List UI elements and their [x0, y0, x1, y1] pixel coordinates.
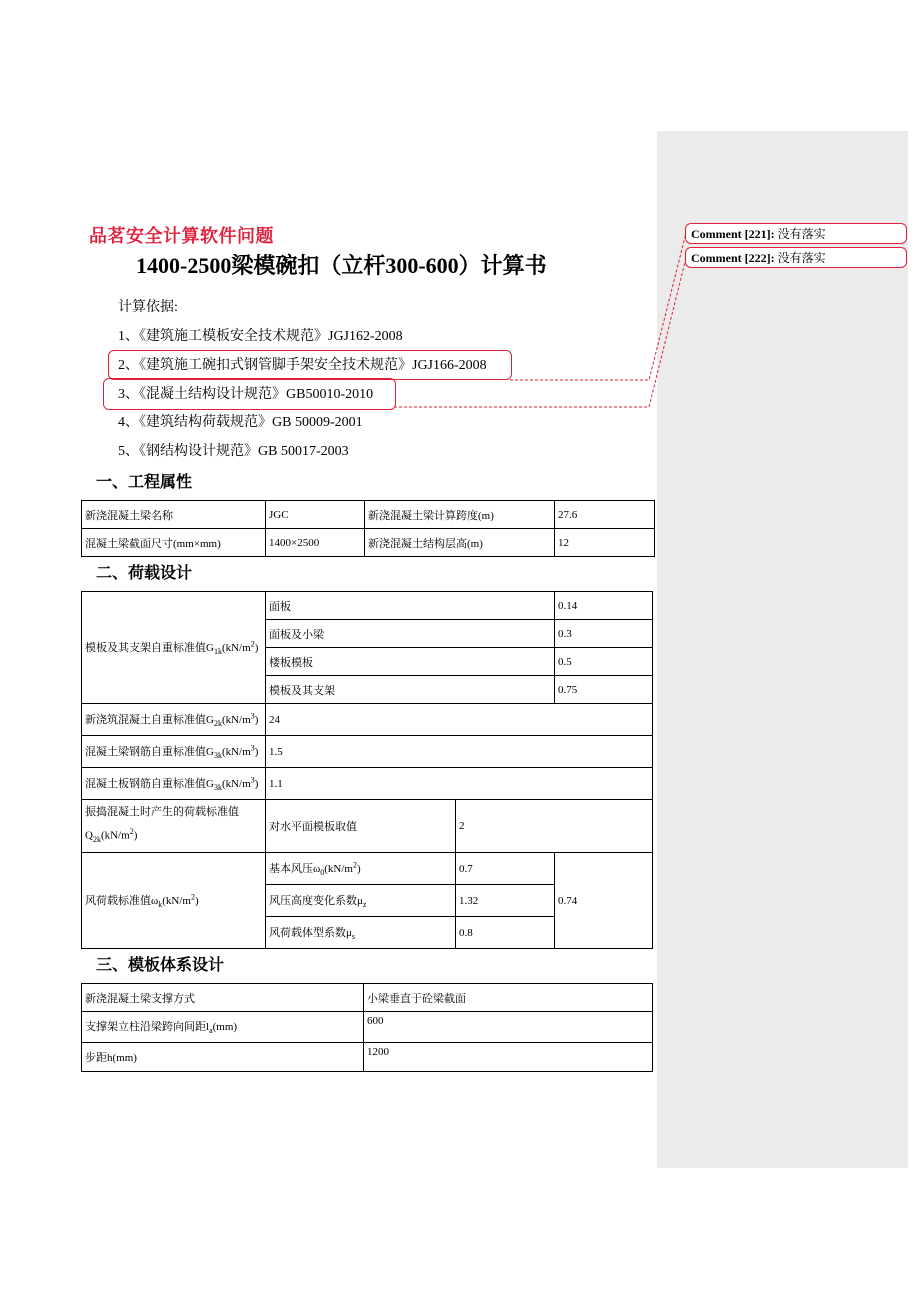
table-cell: 对水平面模板取值	[266, 800, 456, 853]
table-cell: 模板及其支架	[266, 676, 555, 704]
basis-item-4: 4、《建筑结构荷载规范》GB 50009-2001	[118, 415, 363, 430]
table-row	[82, 592, 653, 620]
table-cell: 支撑架立柱沿梁跨向间距$l_a(mm)$	[82, 1012, 364, 1043]
table-cell: 风荷载标准值$\omega_k(kN/m^2)$	[82, 853, 266, 949]
table-cell: 1400×2500	[266, 529, 365, 557]
table-cell: 新浇筑混凝土自重标准值$G_{2k}(kN/m^3)$	[82, 704, 266, 736]
table-cell: 1200	[364, 1043, 653, 1072]
table-cell: 0.7	[456, 853, 555, 885]
table-cell: 2	[456, 800, 653, 853]
table-row	[82, 501, 655, 529]
table-cell: 风压高度变化系数$\mu_z$	[266, 885, 456, 917]
table-row	[82, 984, 653, 1012]
table-cell: 0.5	[555, 648, 653, 676]
table-cell: 步距h(mm)	[82, 1043, 364, 1072]
formwork-system-table	[81, 983, 653, 1072]
table-cell: 600	[364, 1012, 653, 1043]
table-row	[82, 800, 653, 853]
table-cell: 混凝土板钢筋自重标准值$G_{3k}(kN/m^3)$	[82, 768, 266, 800]
table-row	[82, 1012, 653, 1043]
table-row	[82, 853, 653, 885]
table-cell: 新浇混凝土结构层高(m)	[365, 529, 555, 557]
basis-item-3: 3、《混凝土结构设计规范》GB50010-2010	[118, 387, 374, 402]
section-heading-1: 一、工程属性	[96, 472, 193, 491]
table-cell: 新浇混凝土梁支撑方式	[82, 984, 364, 1012]
basis-heading: 计算依据:	[118, 300, 178, 315]
table-cell: 0.3	[555, 620, 653, 648]
table-cell: 新浇混凝土梁名称	[82, 501, 266, 529]
table-cell: 1.5	[266, 736, 653, 768]
comment-label: Comment [221]:	[691, 227, 775, 241]
basis-item-5: 5、《钢结构设计规范》GB 50017-2003	[118, 444, 349, 459]
table-cell: JGC	[266, 501, 365, 529]
table-cell: 面板	[266, 592, 555, 620]
comment-text: 没有落实	[777, 251, 826, 265]
table-cell: 楼板模板	[266, 648, 555, 676]
table-cell: 1.32	[456, 885, 555, 917]
table-cell: 振捣混凝土时产生的荷载标准值 $Q_{2k}(kN/m^2)$	[82, 800, 266, 853]
table-cell: 新浇混凝土梁计算跨度(m)	[365, 501, 555, 529]
table-cell: 24	[266, 704, 653, 736]
table-cell: 1.1	[266, 768, 653, 800]
table-cell: 小梁垂直于砼梁截面	[364, 984, 653, 1012]
table-cell: 0.14	[555, 592, 653, 620]
table-cell: 模板及其支架自重标准值$G_{1k}(kN/m^2)$	[82, 592, 266, 704]
table-cell: 面板及小梁	[266, 620, 555, 648]
comment-text: 没有落实	[777, 227, 826, 241]
page-title: 1400-2500梁模碗扣（立杆300-600）计算书	[136, 253, 547, 278]
table-cell: 27.6	[555, 501, 655, 529]
table-cell: 0.74	[555, 853, 653, 949]
table-row	[82, 768, 653, 800]
project-properties-table	[81, 500, 655, 557]
table-cell: 混凝土梁钢筋自重标准值$G_{3k}(kN/m^3)$	[82, 736, 266, 768]
section-heading-3: 三、模板体系设计	[96, 955, 225, 974]
comment-label: Comment [222]:	[691, 251, 775, 265]
connector-222	[394, 258, 686, 407]
table-cell: 0.8	[456, 917, 555, 949]
load-design-table	[81, 591, 653, 949]
basis-item-1: 1、《建筑施工模板安全技术规范》JGJ162-2008	[118, 329, 403, 344]
table-cell: 12	[555, 529, 655, 557]
table-row	[82, 529, 655, 557]
table-cell: 混凝土梁截面尺寸(mm×mm)	[82, 529, 266, 557]
basis-item-2: 2、《建筑施工碗扣式钢管脚手架安全技术规范》JGJ166-2008	[118, 358, 487, 373]
red-title: 品茗安全计算软件问题	[89, 226, 274, 247]
section-heading-2: 二、荷载设计	[96, 563, 193, 582]
table-cell: 风荷载体型系数$\mu_s$	[266, 917, 456, 949]
table-row	[82, 704, 653, 736]
table-cell: 基本风压$\omega_0(kN/m^2)$	[266, 853, 456, 885]
table-row	[82, 736, 653, 768]
table-cell: 0.75	[555, 676, 653, 704]
table-row	[82, 1043, 653, 1072]
